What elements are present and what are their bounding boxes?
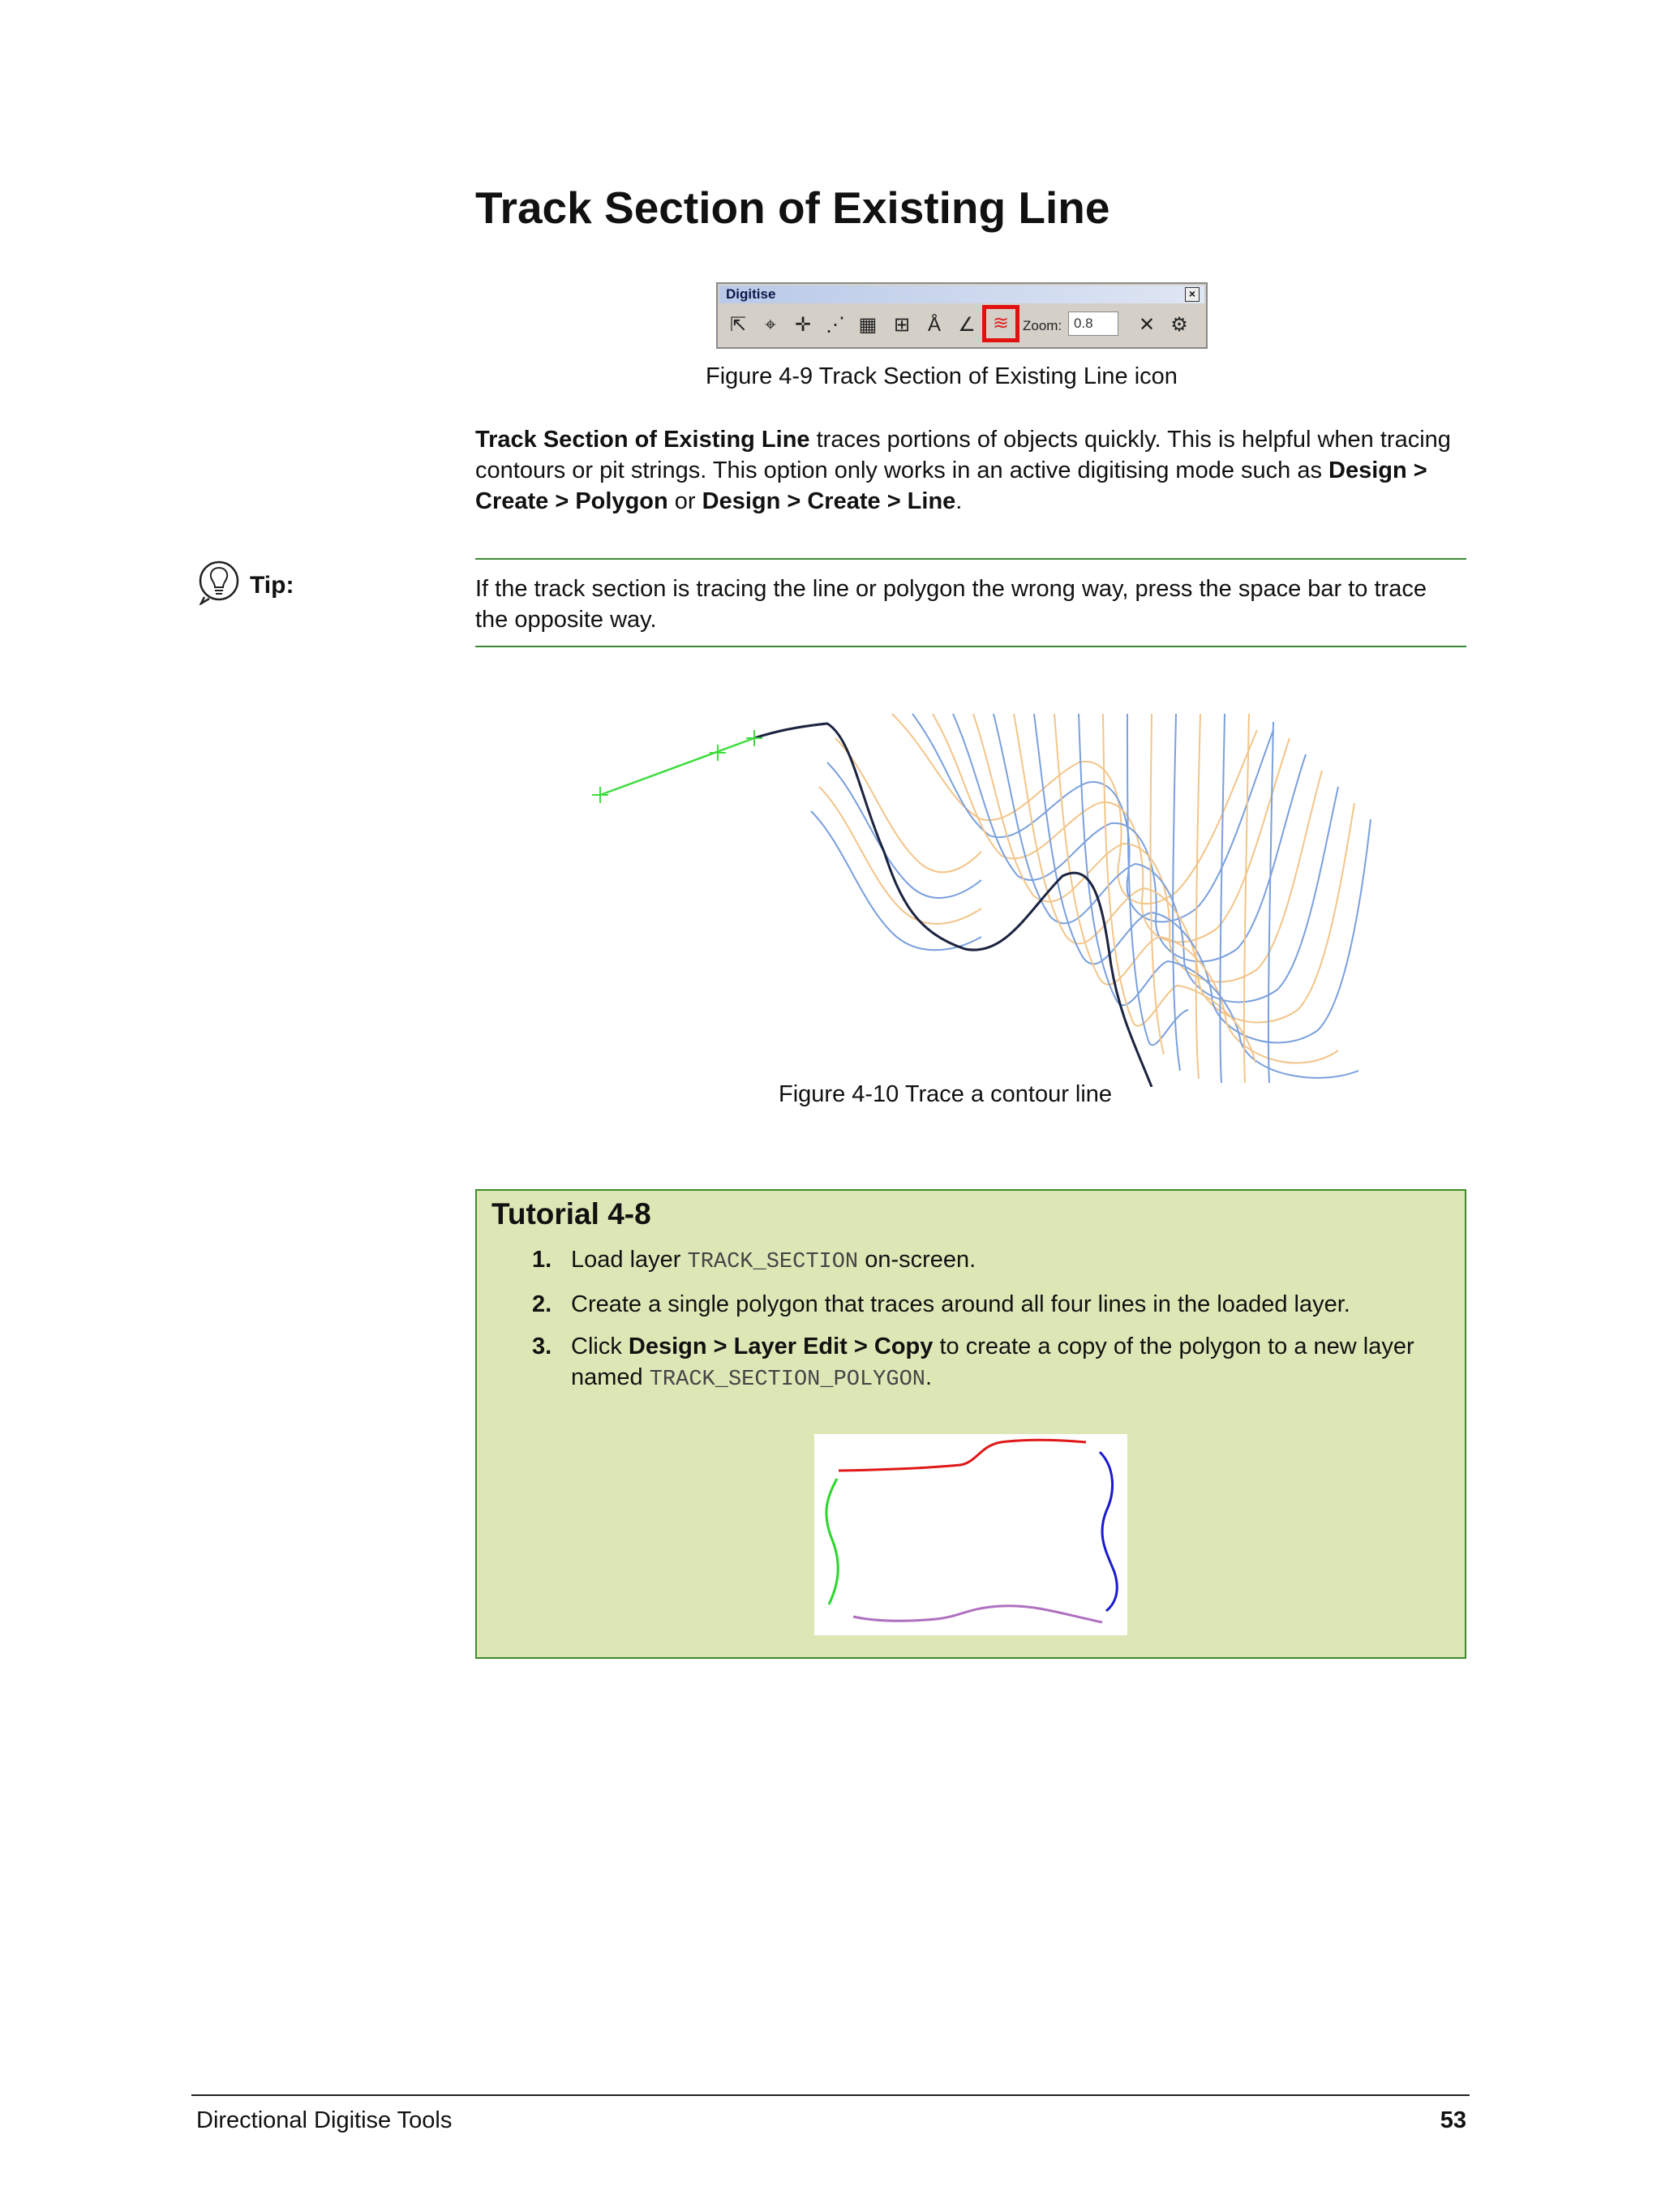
digitise-toolbar [716, 282, 1208, 349]
snap-center-icon[interactable]: ✛ [794, 314, 812, 336]
layer-name-code: TRACK_SECTION_POLYGON [649, 1368, 925, 1392]
tutorial-title: Tutorial 4-8 [491, 1197, 651, 1231]
four-lines-figure [814, 1434, 1127, 1635]
close-icon[interactable]: × [1185, 287, 1200, 302]
toolbar-buttons [721, 307, 1204, 344]
menu-path-polygon: Design > Create > Polygon [475, 457, 1427, 514]
tip-text: If the track section is tracing the line or polygon the wrong way, press the space bar to trace the opposite way. [475, 576, 1427, 633]
step-number: 3. [532, 1334, 552, 1359]
term-bold: Track Section of Existing Line [475, 427, 810, 453]
footer-rule [191, 2094, 1470, 2096]
compass-icon[interactable]: Å [927, 314, 941, 336]
ortho-icon[interactable]: ⊞ [893, 314, 911, 336]
footer-section-title: Directional Digitise Tools [196, 2107, 453, 2133]
pointer-select-icon[interactable]: ⇱ [729, 314, 747, 336]
tutorial-box [475, 1189, 1466, 1659]
settings-icon[interactable]: ⚙ [1170, 314, 1188, 336]
track-section-icon[interactable]: ≋ [982, 305, 1019, 342]
lightbulb-icon [198, 558, 242, 605]
tip-bottom-rule [475, 646, 1466, 647]
step-number: 1. [532, 1247, 552, 1273]
layer-name-code: TRACK_SECTION [687, 1250, 859, 1274]
toolbar-titlebar [719, 286, 1204, 303]
menu-path-line: Design > Create > Line [702, 488, 956, 514]
step-number: 2. [532, 1291, 552, 1317]
tutorial-step-1: 1. Load layer TRACK_SECTION on-screen. [477, 1244, 1450, 1278]
zoom-input[interactable]: 0.8 [1068, 311, 1118, 336]
figure-4-10-caption: Figure 4-10 Trace a contour line [779, 1081, 1113, 1107]
snap-point-icon[interactable]: ⌖ [765, 314, 776, 336]
page-number: 53 [1440, 2107, 1466, 2133]
tutorial-step-2: 2. Create a single polygon that traces around all four lines in the loaded layer. [477, 1289, 1450, 1320]
angle-icon[interactable]: ∠ [958, 314, 976, 336]
tip-label: Tip: [250, 572, 294, 599]
tip-top-rule [475, 558, 1466, 560]
contour-trace-figure [592, 706, 1387, 1087]
body-paragraph: Track Section of Existing Line traces portions of objects quickly. This is helpful when tracing contours or pit strings. This option only works in an active digitising mode such as Design > Create > Polygon or Design > Create > Line. [475, 427, 1451, 514]
tutorial-steps [477, 1244, 1450, 1407]
cancel-icon[interactable]: ✕ [1138, 314, 1156, 336]
menu-path-copy: Design > Layer Edit > Copy [628, 1334, 934, 1359]
toolbar-title: Digitise [726, 286, 776, 302]
grid-icon[interactable]: ▦ [858, 314, 878, 336]
zoom-label: Zoom: [1023, 318, 1062, 333]
page-title: Track Section of Existing Line [475, 183, 1110, 233]
figure-4-9-caption: Figure 4-9 Track Section of Existing Line icon [706, 363, 1178, 389]
tutorial-step-3: 3. Click Design > Layer Edit > Copy to create a copy of the polygon to a new layer named TRACK_SECTION_POLYGON. [477, 1331, 1450, 1395]
snap-string-icon[interactable]: ⋰ [826, 314, 845, 336]
